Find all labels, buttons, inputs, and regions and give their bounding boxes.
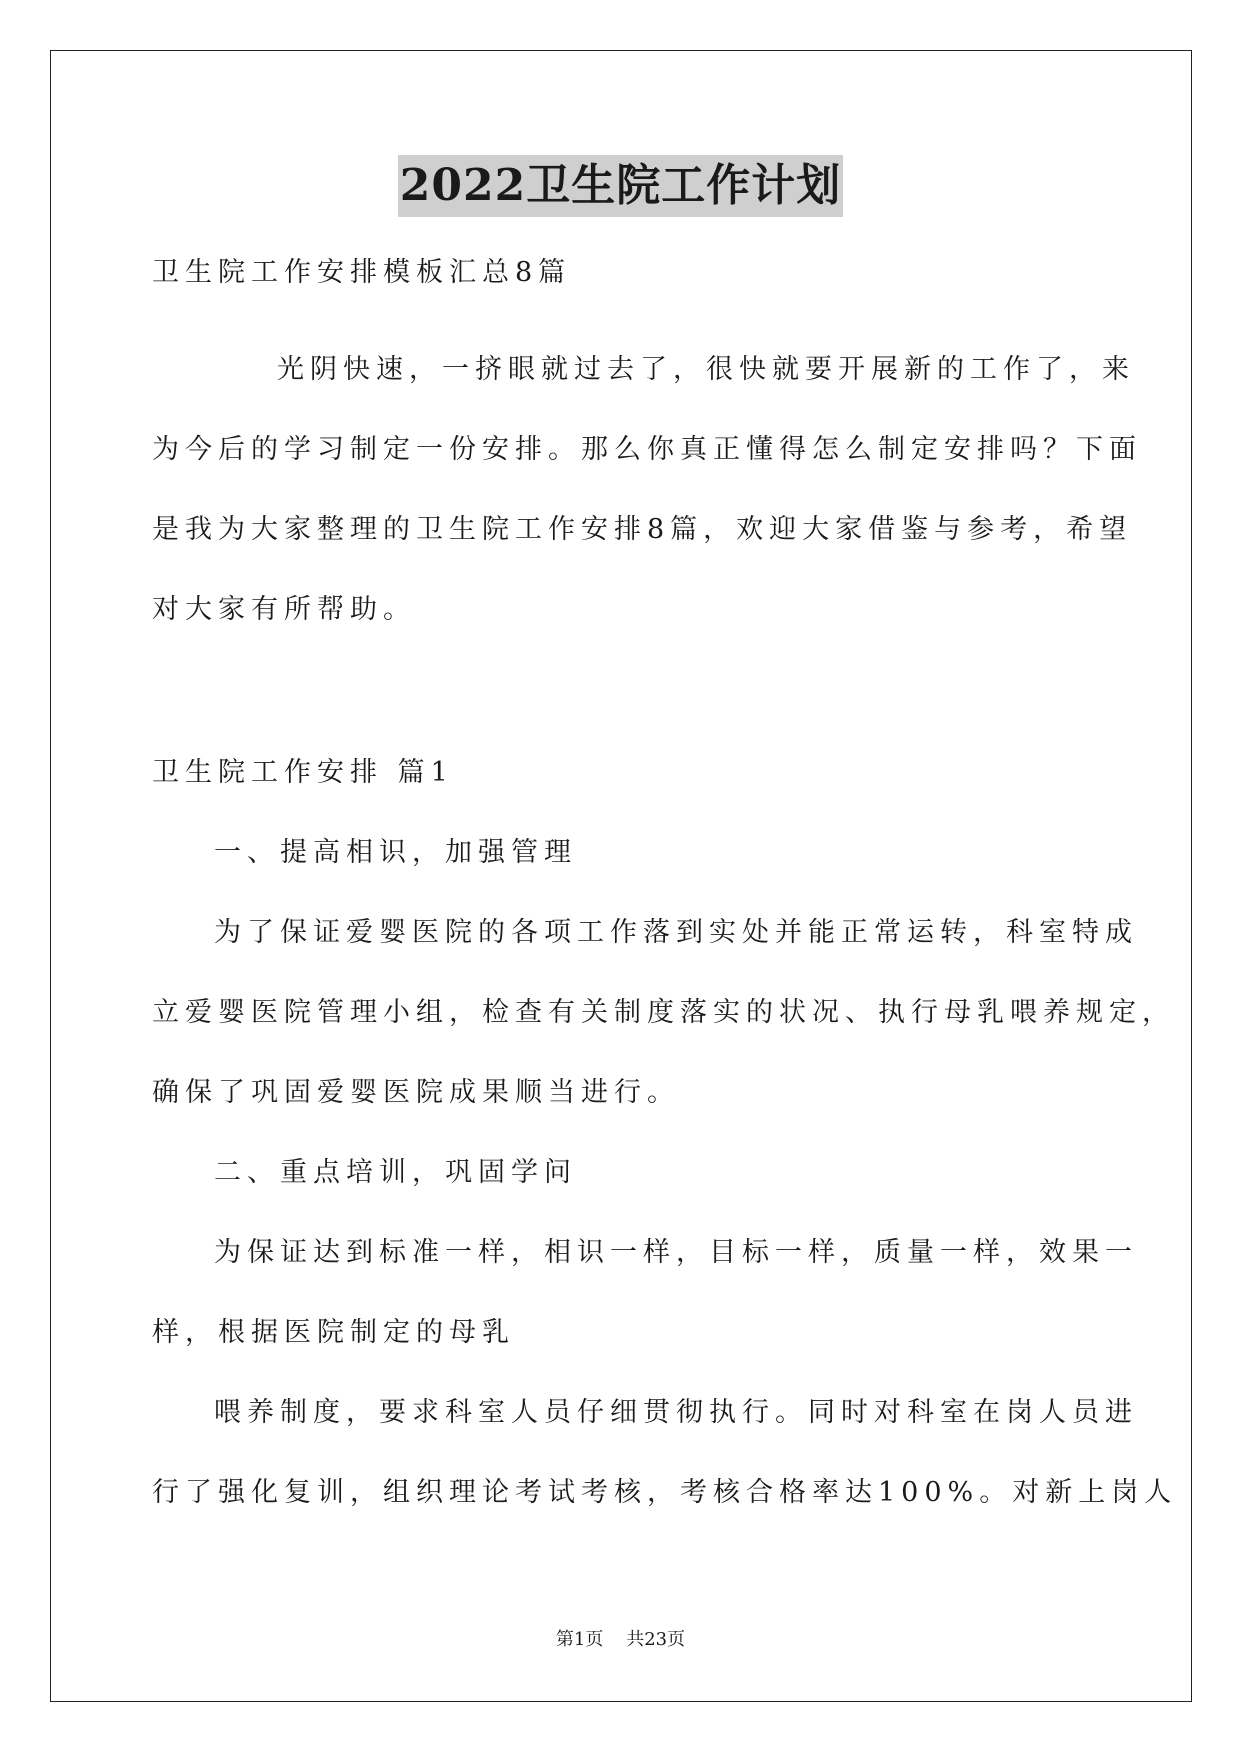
document-line-13: 样，根据医院制定的母乳	[152, 1317, 515, 1348]
page-number-footer: 第1页 共23页	[555, 1629, 686, 1650]
document-line-14: 喂养制度，要求科室人员仔细贯彻执行。同时对科室在岗人员进	[214, 1397, 1138, 1428]
document-line-1: 卫生院工作安排模板汇总8篇	[152, 257, 572, 288]
title-container	[0, 155, 1241, 217]
document-line-5: 对大家有所帮助。	[152, 594, 416, 625]
document-title: 2022卫生院工作计划	[398, 155, 843, 217]
document-line-9: 立爱婴医院管理小组，检查有关制度落实的状况、执行母乳喂养规定，	[152, 997, 1175, 1028]
document-line-15: 行了强化复训，组织理论考试考核，考核合格率达100%。对新上岗人	[152, 1477, 1178, 1508]
document-line-8: 为了保证爱婴医院的各项工作落到实处并能正常运转，科室特成	[214, 917, 1138, 948]
document-line-11: 二、重点培训，巩固学问	[214, 1157, 577, 1188]
document-line-12: 为保证达到标准一样，相识一样，目标一样，质量一样，效果一	[214, 1237, 1138, 1268]
document-line-3: 为今后的学习制定一份安排。那么你真正懂得怎么制定安排吗？下面	[152, 434, 1142, 465]
document-line-4: 是我为大家整理的卫生院工作安排8篇，欢迎大家借鉴与参考，希望	[152, 514, 1133, 545]
document-line-7: 一、提高相识，加强管理	[214, 837, 577, 868]
section-heading: 卫生院工作安排 篇1	[152, 757, 454, 788]
document-line-10: 确保了巩固爱婴医院成果顺当进行。	[152, 1077, 680, 1108]
document-line-2: 光阴快速，一挤眼就过去了，很快就要开展新的工作了，来	[277, 354, 1135, 385]
page-border	[50, 50, 1192, 1702]
